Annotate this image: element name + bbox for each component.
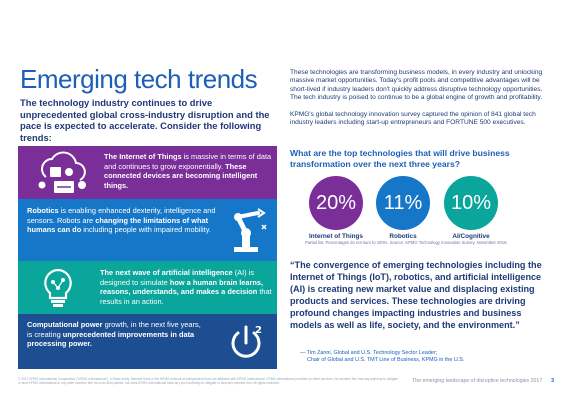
page-footer [412, 378, 554, 384]
robot-arm-icon [224, 205, 272, 255]
card-computing-text: Computational power growth, in the next five years, is creating unprecedented improvements in data processing power. [27, 320, 201, 349]
intro-text: The technology industry continues to drive unprecedented global cross-industry disruption and the pace is expected to accelerate. Consider the following trends: [20, 97, 270, 143]
page-label: The emerging landscape of disruptive technologies 2017 [412, 378, 543, 384]
page-number: 3 [551, 378, 554, 384]
right-paragraph-2: KPMG's global technology innovation survey captured the opinion of 841 global tech industry leaders including start-up entrepreneurs and FORTUNE 500 executives. [290, 111, 536, 127]
stat-iot [306, 176, 366, 240]
stat-label: Robotics [389, 233, 417, 240]
power-squared-icon [224, 321, 268, 363]
card-ai-text: The next wave of artificial intelligence (AI) is designed to simulate how a human brain learns, reasons, understands, and makes a decision that results in an action. [100, 268, 272, 306]
stat-label: Internet of Things [309, 233, 363, 240]
stat-label: AI/Cognitive [452, 233, 490, 240]
attribution-line: Chair of Global and U.S. TMT Line of Business, KPMG in the U.S. [307, 357, 465, 363]
survey-question: What are the top technologies that will drive business transformation over the next three years? [290, 148, 510, 169]
svg-text:2: 2 [255, 325, 262, 336]
attribution-line: — Tim Zanni, Global and U.S. Technology Sector Leader; [300, 350, 438, 356]
lightbulb-icon [36, 266, 80, 310]
pull-quote: “The convergence of emerging technologies including the Internet of Things (IoT), robotics, and artificial intelligence (AI) is creating new market value and displacing existing products and services. These technologies are driving profound changes impacting industries and business models as well as life, society, and the environment.” [290, 260, 542, 330]
page-title: Emerging tech trends [20, 64, 258, 94]
stat-robotics [373, 176, 433, 240]
card-robotics-text: Robotics is enabling enhanced dexterity, intelligence and sensors. Robots are changing the limitations of what humans can do including people with impaired mobility. [27, 206, 216, 235]
quote-attribution [300, 350, 550, 364]
card-computing [18, 314, 277, 369]
card-ai [18, 261, 277, 314]
iot-icon [32, 151, 94, 195]
card-iot [18, 146, 277, 199]
right-paragraph-1: These technologies are transforming business models, in every industry and unlocking massive market opportunities. Today's profit pools and competitive advantages will be short-lived if industry leaders don't quickly address disruptive technology opportunities. The tech industry is poised to continue to be a global engine of growth and profitability. [290, 69, 543, 102]
card-robotics [18, 199, 277, 261]
survey-footnote: Partial list. Percentages do not sum to 100%. Source: KPMG Technology Innovation Survey, November 2016. [305, 240, 508, 245]
stat-ai [441, 176, 501, 240]
legal-footer: © 2017 KPMG International Cooperative (“KPMG International”), a Swiss entity. Member firms of the KPMG network of independent firms are affiliated with KPMG International. KPMG International provides no client services. No member firm has any authority to obligate or bind KPMG International or any other member firm vis-à-vis third parties, nor does KPMG International have any such authority to obligate or bind any member firm. All rights reserved. [18, 377, 398, 386]
stat-circle: 20% [309, 176, 363, 230]
stat-circle: 10% [444, 176, 498, 230]
card-iot-text: The Internet of Things is massive in terms of data and continues to grow exponentially. These connected devices are becoming intelligent things. [104, 152, 272, 190]
stat-circle: 11% [376, 176, 430, 230]
